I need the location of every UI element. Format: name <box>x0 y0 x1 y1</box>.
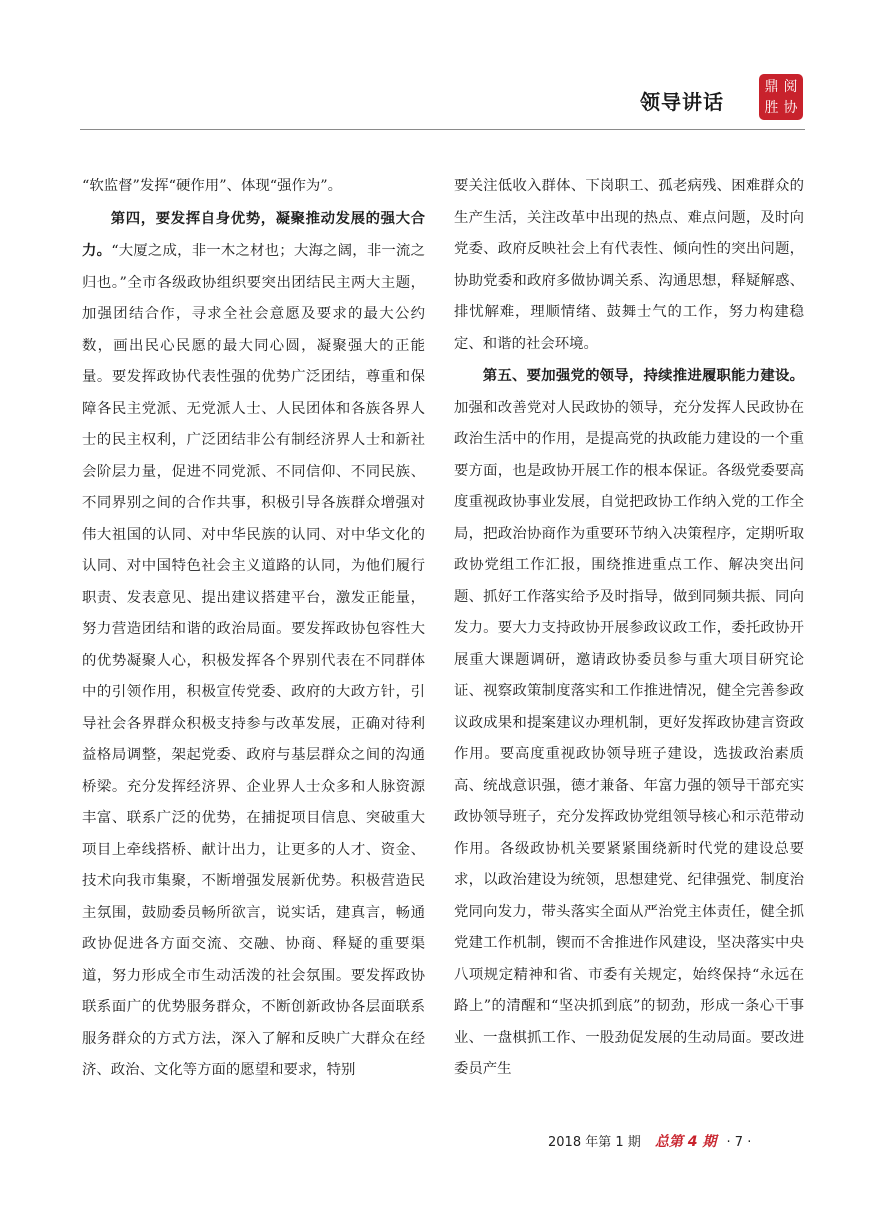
page-footer <box>548 1131 808 1151</box>
issue-brand: 总第 4 期 <box>654 1134 717 1150</box>
seal-logo <box>759 74 803 120</box>
seal-char: 胜 <box>764 99 779 116</box>
seal-char: 鼎 <box>764 78 779 95</box>
section-four-heading: 第四，要发挥自身优势，凝聚推动发展的强大合力。 <box>82 209 425 259</box>
section-four-body: “大厦之成，非一木之材也；大海之阔，非一流之归也。”全市各级政协组织要突出团结民主两大主题，加强团结合作，寻求全社会意愿及要求的最大公约数，画出民心民愿的最大同心圆，凝聚强大的正能量。要发挥政协代表性强的优势广泛团结，尊重和保障各民主党派、无党派人士、人民团体和各族各界人士的民主权利，广泛团结非公有制经济界人士和新社会阶层力量，促进不同党派、不同信仰、不同民族、不同界别之间的合作共事，积极引导各族群众增强对伟大祖国的认同、对中华民族的认同、对中华文化的认同、对中国特色社会主义道路的认同，为他们履行职责、发表意见、提出建议搭建平台，激发正能量，努力营造团结和谐的政治局面。要发挥政协包容性大的优势凝聚人心，积极发挥各个界别代表在不同群体中的引领作用，积极宣传党委、政府的大政方针，引导社会各界群众积极支持参与改革发展，正确对待利益格局调整，架起党委、政府与基层群众之间的沟通桥梁。充分发挥经济界、企业界人士众多和人脉资源丰富、联系广泛的优势，在捕捉项目信息、突破重大项目上牵线搭桥、献计出力，让更多的人才、资金、技术向我市集聚，不断增强发展新优势。积极营造民主氛围，鼓励委员畅所欲言，说实话，建真言，畅通政协促进各方面交流、交融、协商、释疑的重要渠道，努力形成全市生动活泼的社会氛围。要发挥政协联系面广的优势服务群众，不断创新政协各层面联系服务群众的方式方法，深入了解和反映广大群众在经济、政治、文化等方面的愿望和要求，特别 <box>82 243 425 1078</box>
section-five-heading: 第五、要加强党的领导，持续推进履职能力建设。 <box>482 367 804 384</box>
left-column <box>82 171 425 1087</box>
page-number: · 7 · <box>726 1135 752 1150</box>
seal-char: 阅 <box>783 78 798 95</box>
issue-label: 2018 年第 1 期 <box>548 1135 641 1150</box>
header-rule <box>80 129 805 130</box>
paragraph-section-four <box>82 203 425 1087</box>
section-title: 领导讲话 <box>640 90 724 114</box>
paragraph-continuation: “软监督”发挥“硬作用”、体现“强作为”。 <box>82 178 343 194</box>
section-five-body: 加强和改善党对人民政协的领导，充分发挥人民政协在政治生活中的作用，是提高党的执政能力建设的一个重要方面，也是政协开展工作的根本保证。各级党委要高度重视政协事业发展，自觉把政协工作纳入党的工作全局，把政治协商作为重要环节纳入决策程序，定期听取政协党组工作汇报，围绕推进重点工作、解决突出问题、抓好工作落实给予及时指导，做到同频共振、同向发力。要大力支持政协开展参政议政工作，委托政协开展重大课题调研，邀请政协委员参与重大项目研究论证、视察政策制度落实和工作推进情况，健全完善参政议政成果和提案建议办理机制，更好发挥政协建言资政作用。要高度重视政协领导班子建设，选拔政治素质高、统战意识强，德才兼备、年富力强的领导干部充实政协领导班子，充分发挥政协党组领导核心和示范带动作用。各级政协机关要紧紧围绕新时代党的建设总要求，以政治建设为统领，思想建党、纪律强党、制度治党同向发力，带头落实全面从严治党主体责任，健全抓党建工作机制，锲而不舍推进作风建设，坚决落实中央八项规定精神和省、市委有关规定，始终保持“永远在路上”的清醒和“坚决抓到底”的韧劲，形成一条心干事业、一盘棋抓工作、一股劲促发展的生动局面。要改进委员产生 <box>454 399 804 1077</box>
seal-char: 协 <box>783 99 798 116</box>
paragraph-section-five <box>454 360 804 1086</box>
paragraph-continuation-right: 要关注低收入群体、下岗职工、孤老病残、困难群众的生产生活，关注改革中出现的热点、难点问题，及时向党委、政府反映社会上有代表性、倾向性的突出问题，协助党委和政府多做协调关系、沟通思想，释疑解惑、排忧解难，理顺情绪、鼓舞士气的工作，努力构建稳定、和谐的社会环境。 <box>454 178 804 352</box>
right-column <box>454 171 804 1086</box>
